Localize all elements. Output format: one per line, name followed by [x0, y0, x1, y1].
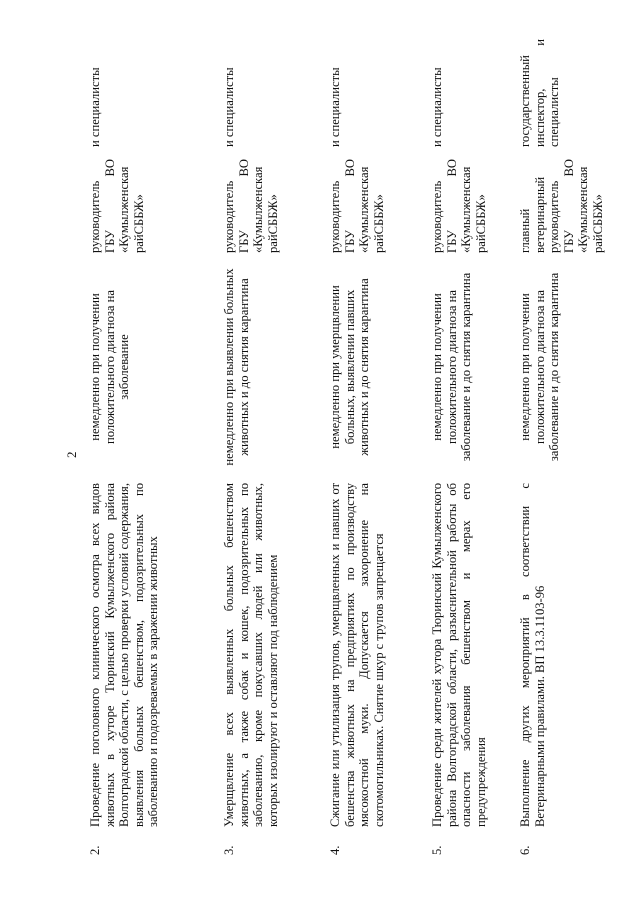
responsible-text: руководитель ГБУ ВО «Кумылженская райСББЖ» — [328, 159, 386, 253]
deadline-text: немедленно при получении положительного диагноза на заболевание и до снятия карантина — [430, 272, 473, 462]
measure-text: Выполнение других мероприятий в соответствии с Ветеринарными правилами. ВП 13.3.1103-96 — [518, 483, 547, 827]
responsible-text: руководитель ГБУ ВО «Кумылженская райСББЖ» — [88, 159, 146, 253]
row-number: 3. — [222, 845, 236, 855]
measure-text: Проведение среди жителей хутора Тюринский Кумылженского района Волгоградской области, разъяснительной работы об опасности заболевания бешенством и мерах его предупреждения — [430, 483, 488, 827]
row-number: 6. — [518, 845, 532, 855]
deadline-text: немедленно при выявлении больных животных и до снятия карантина — [222, 268, 251, 466]
responsible-text-continued: государственный инспектор, и специалисты — [518, 39, 561, 147]
responsible-text-continued: и специалисты — [430, 67, 444, 147]
responsible-text-continued: и специалисты — [88, 67, 102, 147]
deadline-text: немедленно при получении положительного диагноза на заболевание — [88, 290, 131, 445]
row-number: 4. — [328, 845, 342, 855]
responsible-text: главный ветеринарный руководитель ГБУ ВО «Кумылженская райСББЖ» — [518, 159, 605, 253]
row-number: 2. — [88, 845, 102, 855]
responsible-text-continued: и специалисты — [328, 67, 342, 147]
measure-text: Умерщвление всех выявленных больных бешенством животных, а также собак и кошек, подозрительных по заболеванию, кроме покусавших людей или животных, которых изолируют и оставляют под наблюдением — [222, 483, 280, 827]
deadline-text: немедленно при получении положительного диагноза на заболевание и до снятия карантина — [518, 272, 561, 462]
page-number: 2 — [64, 451, 79, 458]
responsible-text-continued: и специалисты — [222, 67, 236, 147]
row-number: 5. — [430, 845, 444, 855]
responsible-text: руководитель ГБУ ВО «Кумылженская райСББЖ» — [430, 159, 488, 253]
measure-text: Сжигание или утилизация трупов, умерщвленных и павших от бешенства животных на предприятиях по производству мясокостной муки. Допускается захоронение на скотомогильниках. Снятие шкур с трупов запрещается — [328, 483, 386, 827]
deadline-text: немедленно при умерщвлении больных, выявлении павших животных и до снятия карантина — [328, 278, 371, 456]
responsible-text: руководитель ГБУ ВО «Кумылженская райСББЖ» — [222, 159, 280, 253]
measure-text: Проведение поголовного клинического осмотра всех видов животных в хуторе Тюринский Кумылженского района Волгоградской области, с целью проверки условий содержания, выявления больных бешенством, подозрительных по заболеванию и подозреваемых в заражении животных — [88, 483, 160, 827]
